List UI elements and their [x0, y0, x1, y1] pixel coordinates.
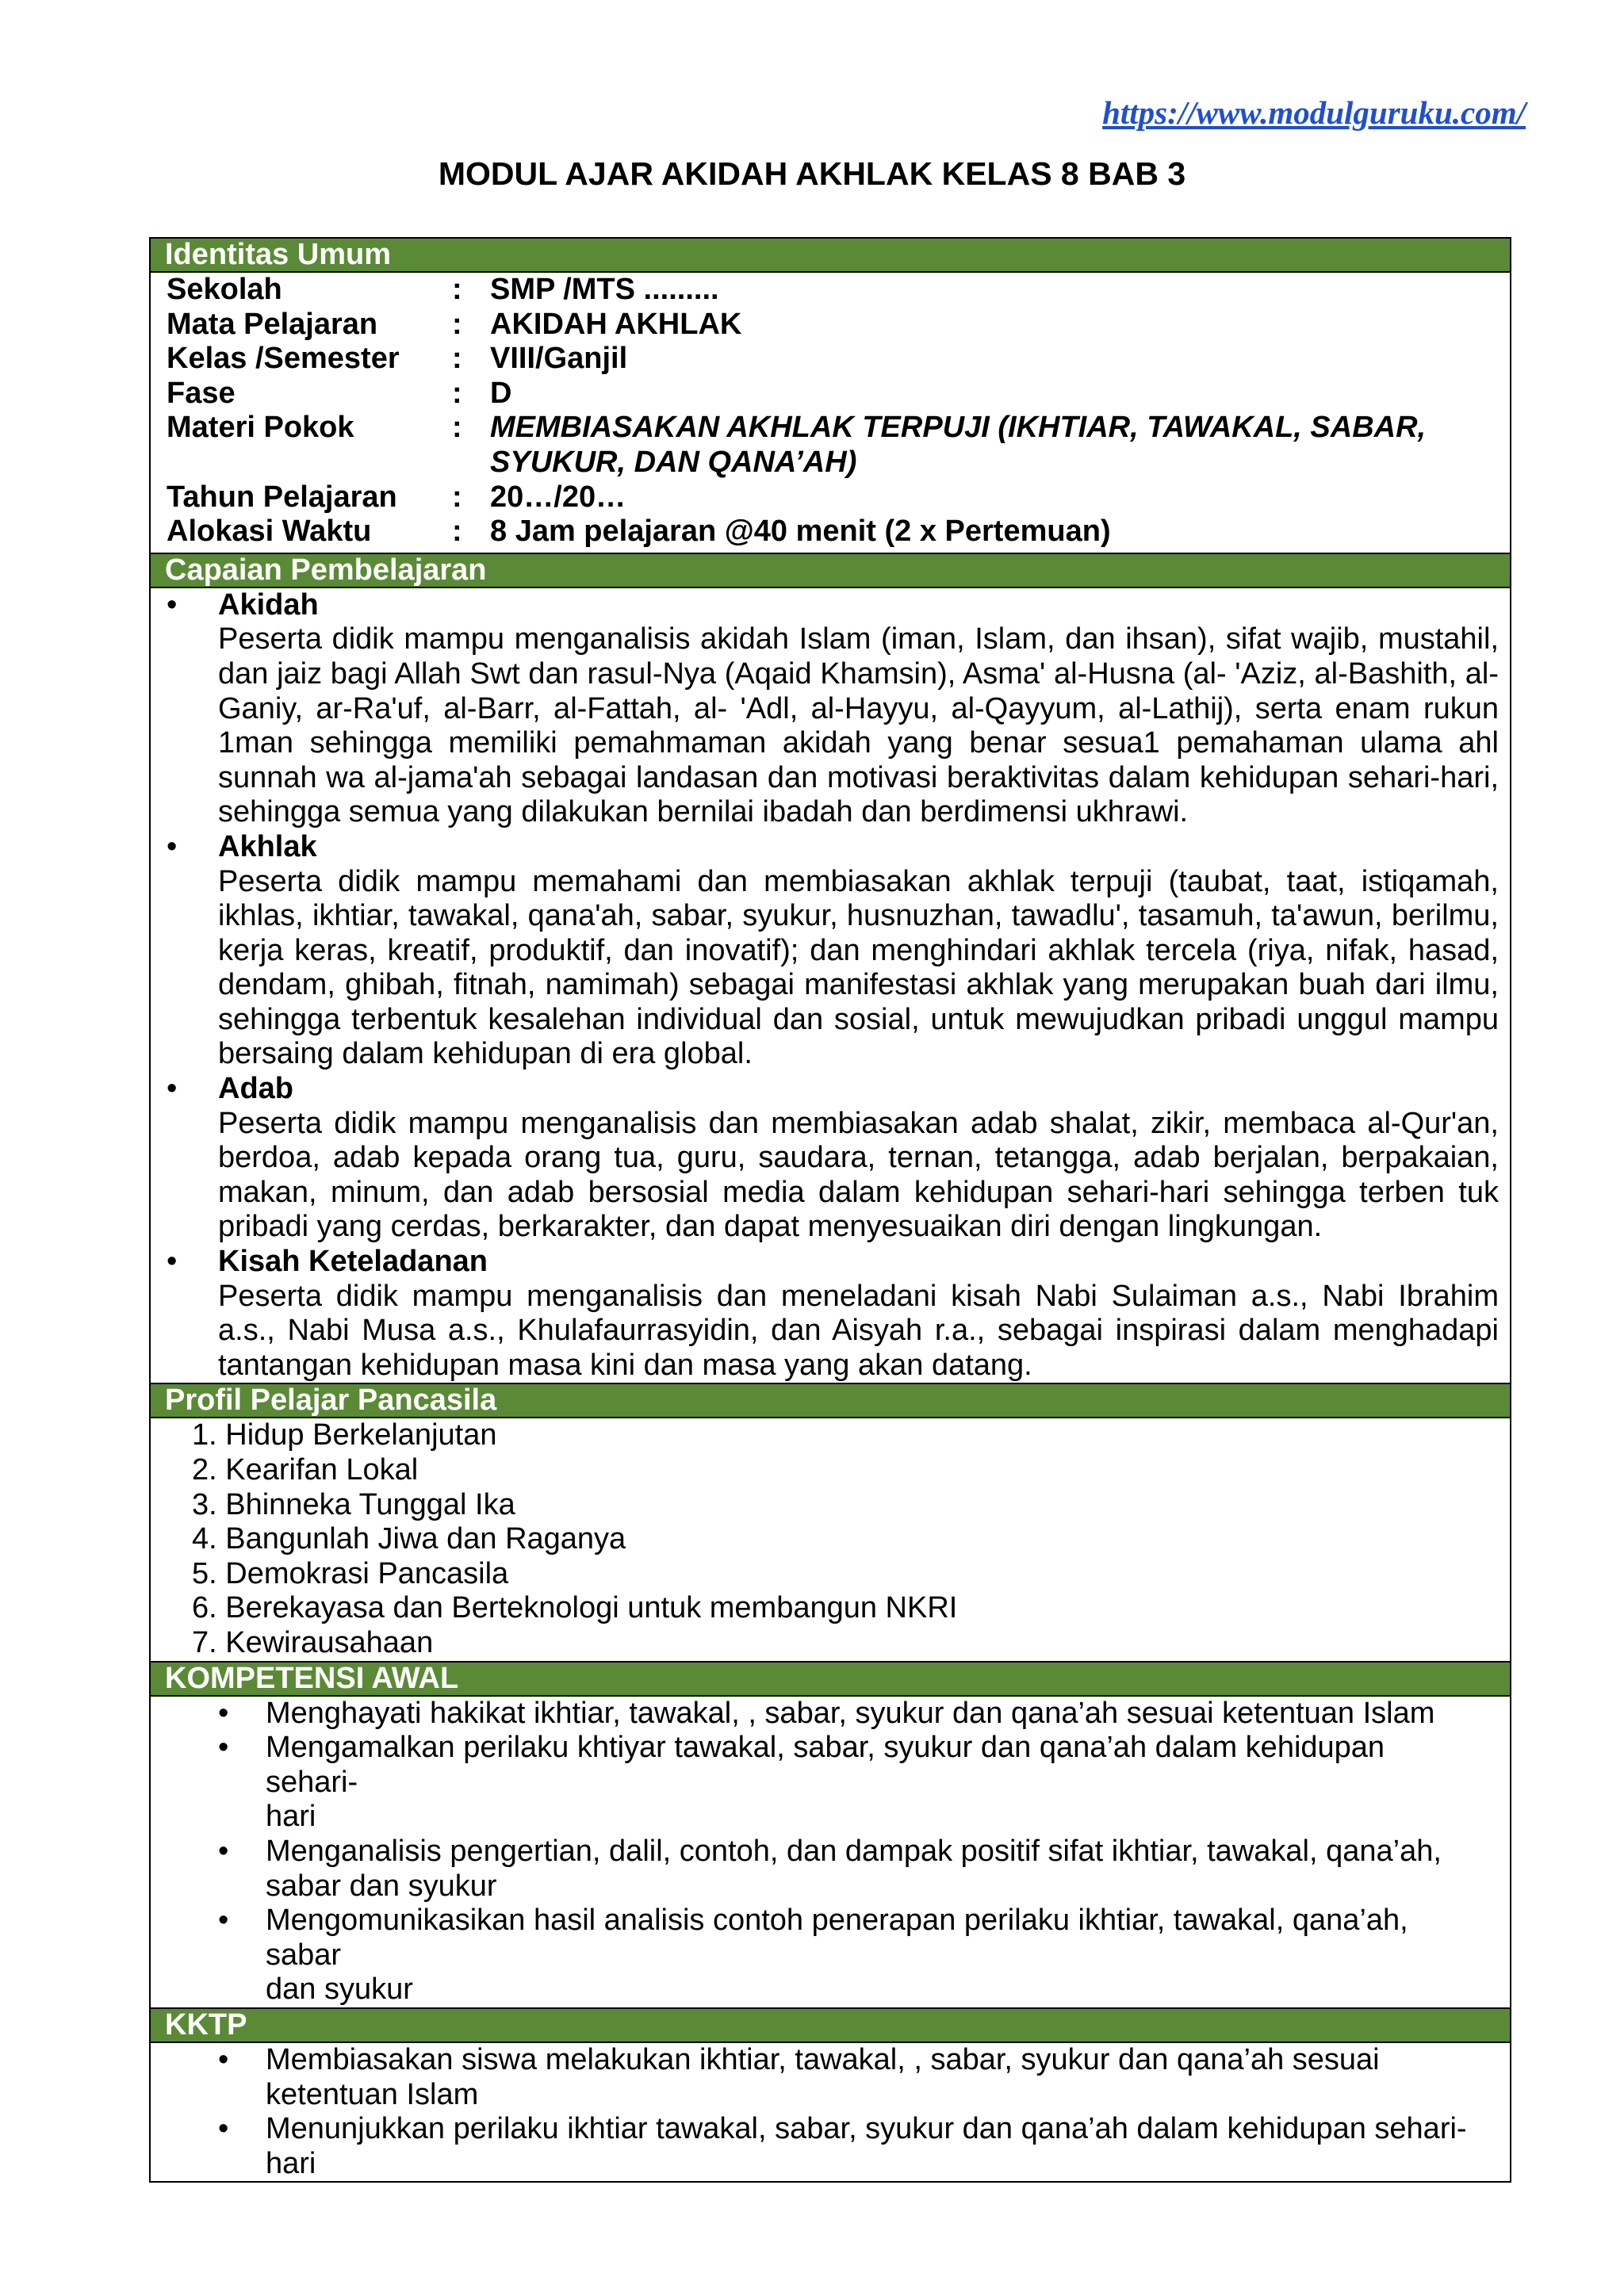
profil-item: 4. Bangunlah Jiwa dan Raganya: [192, 1522, 626, 1556]
document-title: MODUL AJAR AKIDAH AKHLAK KELAS 8 BAB 3: [438, 155, 1186, 192]
kktp-item: [151, 2043, 1478, 2112]
section-header-capaian: Capaian Pembelajaran: [151, 554, 1510, 588]
kompetensi-item: [151, 1731, 1478, 1835]
profil-item: 5. Demokrasi Pancasila: [192, 1556, 509, 1590]
identitas-colon: :: [452, 376, 462, 410]
identitas-label: Kelas /Semester: [167, 342, 400, 376]
bullet-icon: •: [167, 1072, 178, 1106]
capaian-item-text: Peserta didik mampu menganalisis dan meneladani kisah Nabi Sulaiman a.s., Nabi Ibrahim a.s., Nabi Musa a.s., Khulafaurrasyidin, dan Aisyah r.a., sebagai inspirasi dalam menghadapi tantangan kehidupan masa kini dan masa yang akan datang.: [218, 1279, 1499, 1382]
capaian-section: [151, 588, 1510, 1385]
bullet-icon: •: [218, 1696, 229, 1730]
identitas-value: SMP /MTS .........: [490, 273, 719, 306]
identitas-value: 20…/20…: [490, 480, 626, 514]
bullet-icon: •: [218, 2112, 229, 2146]
identitas-label: Tahun Pelajaran: [167, 480, 397, 514]
website-link[interactable]: https://www.modulguruku.com/: [1102, 94, 1526, 131]
capaian-item: [167, 588, 1499, 830]
bullet-icon: •: [218, 1731, 229, 1765]
bullet-icon: •: [167, 587, 178, 622]
identitas-row: [167, 515, 1510, 549]
module-table: [149, 237, 1511, 2183]
bullet-icon: •: [218, 2042, 229, 2076]
identitas-label: Mata Pelajaran: [167, 307, 378, 341]
section-header-profil: Profil Pelajar Pancasila: [151, 1384, 1510, 1418]
identitas-colon: :: [452, 342, 462, 376]
profil-item: 2. Kearifan Lokal: [192, 1453, 419, 1487]
kompetensi-item: [151, 1835, 1478, 1904]
capaian-item-text: Peserta didik mampu menganalisis dan membiasakan adab shalat, zikir, membaca al-Qur'an, berdoa, adab kepada orang tua, guru, saudara, ternan, tetangga, adab berjalan, berpakaian, makan, minum, dan adab bersosial media dalam kehidupan sehari-hari sehingga terben tuk pribadi yang cerdas, berkarakter, dan dapat menyesuaikan diri dengan lingkungan.: [218, 1106, 1499, 1244]
identitas-colon: :: [452, 273, 462, 306]
identitas-row: [167, 411, 1510, 480]
capaian-item-title: Akidah: [218, 587, 319, 622]
identitas-value: 8 Jam pelajaran @40 menit (2 x Pertemuan): [490, 515, 1111, 549]
kompetensi-item: [151, 1904, 1478, 2007]
identitas-value: VIII/Ganjil: [490, 342, 628, 376]
identitas-value: MEMBIASAKAN AKHLAK TERPUJI (IKHTIAR, TAWAKAL, SABAR, SYUKUR, DAN QANA’AH): [490, 411, 1427, 479]
kktp-item: [151, 2112, 1478, 2181]
capaian-item-text: Peserta didik mampu memahami dan membiasakan akhlak terpuji (taubat, taat, istiqamah, ikhlas, ikhtiar, tawakal, qana'ah, sabar, syukur, husnuzhan, tawadlu', tasamuh, ta'awun, berilmu, kerja keras, kreatif, produktif, dan inovatif); dan menghindari akhlak tercela (riya, nifak, hasad, dendam, ghibah, fitnah, namimah) sebagai manifestasi akhlak yang merupakan buah dari ilmu, sehingga terbentuk kesalehan individual dan sosial, untuk mewujudkan pribadi unggul mampu bersaing dalam kehidupan di era global.: [218, 864, 1499, 1071]
identitas-section: [151, 273, 1510, 554]
kktp-item-line: Membiasakan siswa melakukan ikhtiar, tawakal, , sabar, syukur dan qana’ah sesuai: [266, 2042, 1380, 2076]
capaian-item: [167, 830, 1499, 1072]
identitas-label: Sekolah: [167, 273, 282, 306]
identitas-colon: :: [452, 480, 462, 514]
section-header-kktp: KKTP: [151, 2009, 1510, 2043]
identitas-colon: :: [452, 411, 462, 445]
profil-item: 1. Hidup Berkelanjutan: [192, 1418, 497, 1452]
capaian-item-text: Peserta didik mampu menganalisis akidah Islam (iman, Islam, dan ihsan), sifat wajib, mustahil, dan jaiz bagi Allah Swt dan rasul-Nya (Aqaid Khamsin), Asma' al-Husna (al- 'Aziz, al-Bashith, al- Ganiy, ar-Ra'uf, al-Barr, al-Fattah, al- 'Adl, al-Hayyu, al-Qayyum, al-Lathij), serta enam rukun 1man sehingga memiliki pemahmaman akidah yang benar sesua1 pemahaman ulama ahl sunnah wa al-jama'ah sebagai landasan dan motivasi beraktivitas dalam kehidupan sehari-hari, sehingga semua yang dilakukan bernilai ibadah dan berdimensi ukhrawi.: [218, 622, 1499, 829]
identitas-colon: :: [452, 307, 462, 341]
identitas-label: Alokasi Waktu: [167, 515, 372, 549]
kompetensi-section: [151, 1697, 1510, 2009]
capaian-item: [167, 1072, 1499, 1245]
kompetensi-item-line: Menghayati hakikat ikhtiar, tawakal, , sabar, syukur dan qana’ah sesuai ketentuan Islam: [266, 1696, 1435, 1730]
kompetensi-item-line: dan syukur: [266, 1973, 413, 2007]
identitas-row: [167, 308, 1510, 342]
kktp-item-line: hari: [266, 2146, 316, 2180]
capaian-item: [167, 1245, 1499, 1383]
section-header-kompetensi: KOMPETENSI AWAL: [151, 1663, 1510, 1697]
identitas-row: [167, 342, 1510, 377]
profil-item: 3. Bhinneka Tunggal Ika: [192, 1487, 515, 1521]
capaian-item-title: Akhlak: [218, 829, 317, 863]
kktp-item-line: Menunjukkan perilaku ikhtiar tawakal, sabar, syukur dan qana’ah dalam kehidupan sehari-: [266, 2112, 1467, 2146]
kktp-item-line: ketentuan Islam: [266, 2077, 479, 2111]
kompetensi-item: [151, 1697, 1478, 1732]
kompetensi-item-line: sabar dan syukur: [266, 1869, 497, 1903]
bullet-icon: •: [218, 1904, 229, 1938]
identitas-value: AKIDAH AKHLAK: [490, 307, 742, 341]
bullet-icon: •: [167, 829, 178, 863]
capaian-item-title: Adab: [218, 1072, 293, 1106]
identitas-value: D: [490, 376, 512, 410]
kompetensi-item-line: Mengamalkan perilaku khtiyar tawakal, sabar, syukur dan qana’ah dalam kehidupan sehari-: [266, 1731, 1385, 1799]
profil-section: [151, 1418, 1510, 1662]
identitas-row: [167, 377, 1510, 411]
identitas-label: Fase: [167, 376, 236, 410]
bullet-icon: •: [167, 1245, 178, 1279]
identitas-row: [167, 273, 1510, 308]
kktp-section: [151, 2043, 1510, 2181]
kompetensi-item-line: Mengomunikasikan hasil analisis contoh penerapan perilaku ikhtiar, tawakal, qana’ah, sabar: [266, 1904, 1408, 1972]
capaian-item-title: Kisah Keteladanan: [218, 1245, 488, 1279]
profil-item: 6. Berekayasa dan Berteknologi untuk membangun NKRI: [192, 1591, 958, 1625]
identitas-label: Materi Pokok: [167, 411, 354, 445]
section-header-identitas: Identitas Umum: [151, 239, 1510, 273]
profil-item: 7. Kewirausahaan: [192, 1625, 434, 1659]
bullet-icon: •: [218, 1834, 229, 1868]
kompetensi-item-line: Menganalisis pengertian, dalil, contoh, dan dampak positif sifat ikhtiar, tawakal, qana’ah,: [266, 1834, 1442, 1868]
kompetensi-item-line: hari: [266, 1800, 316, 1834]
identitas-colon: :: [452, 515, 462, 549]
identitas-row: [167, 480, 1510, 515]
